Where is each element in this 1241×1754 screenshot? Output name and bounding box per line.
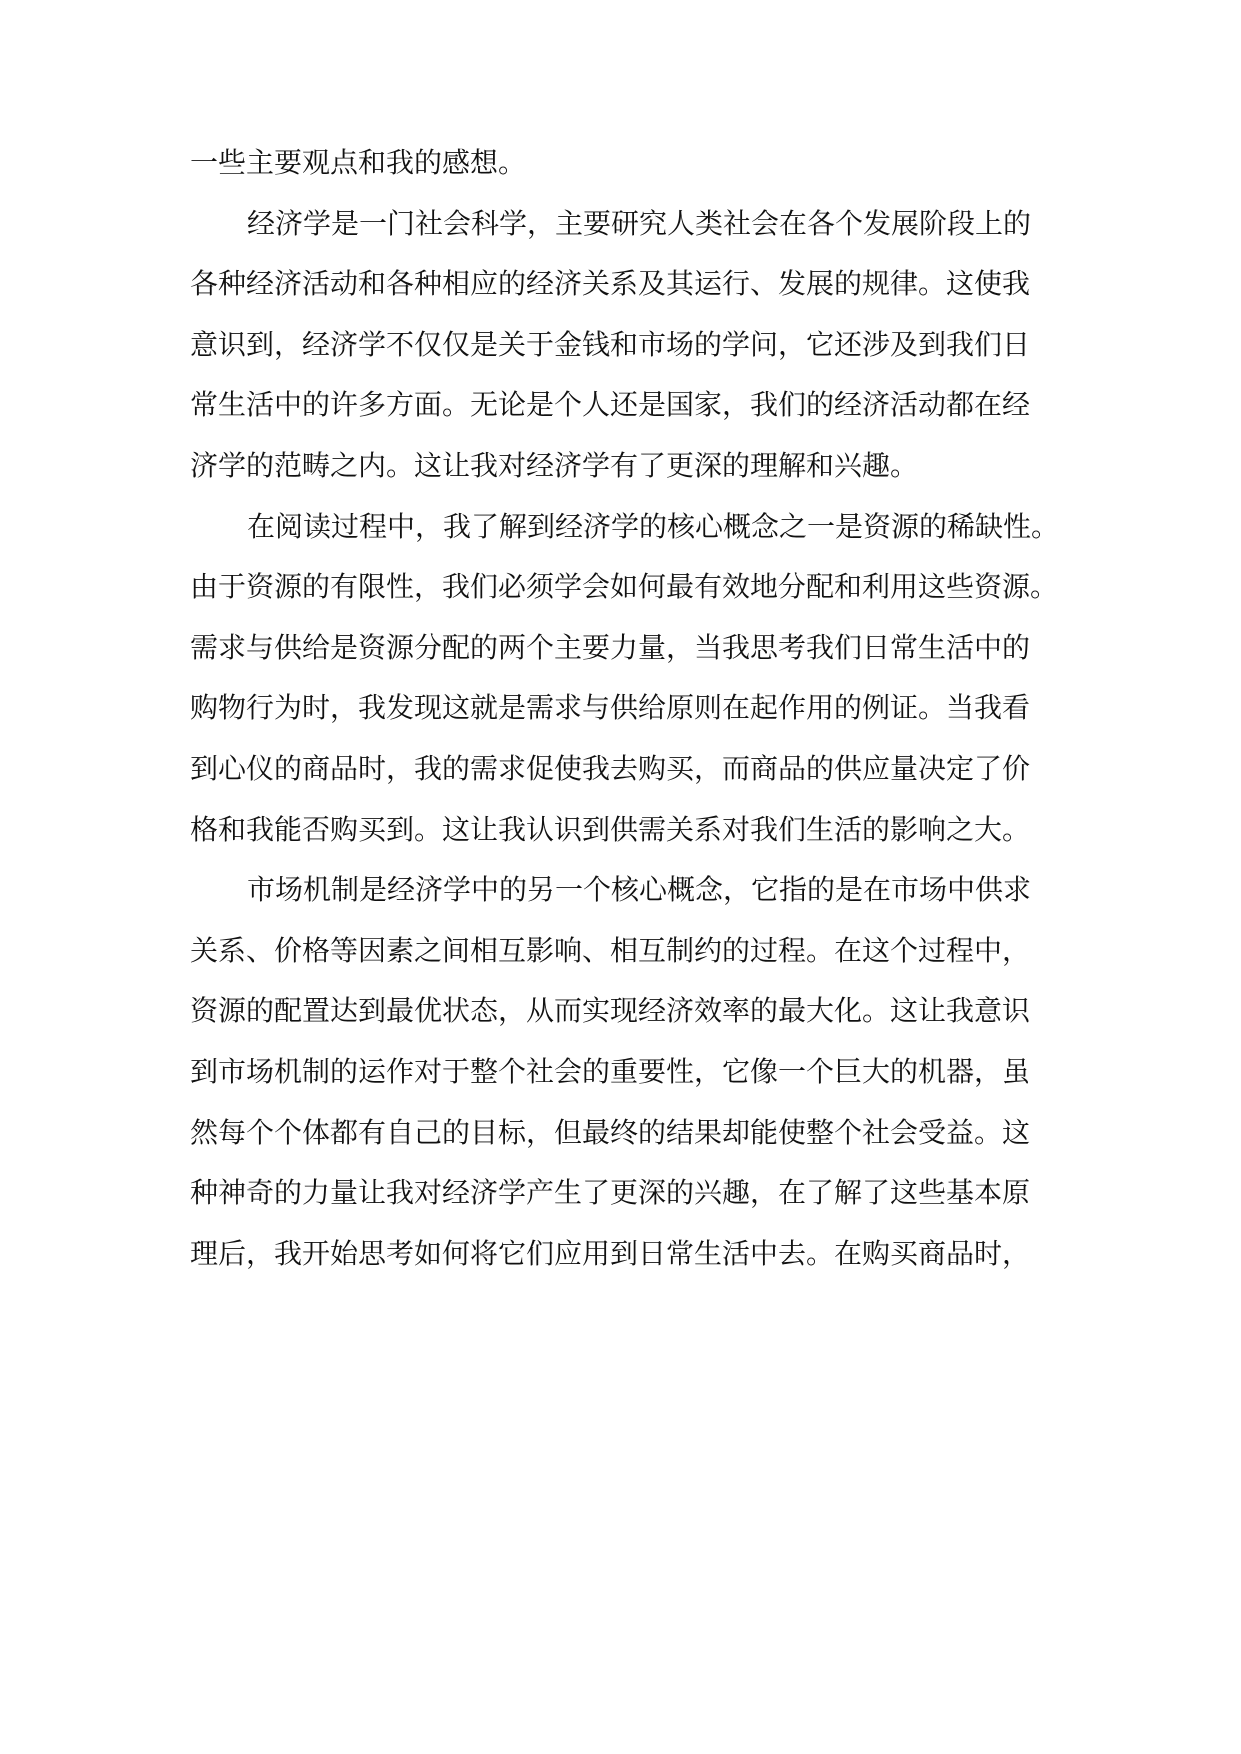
text-line: 一些主要观点和我的感想。 xyxy=(190,146,527,179)
text-line: 需求与供给是资源分配的两个主要力量，当我思考我们日常生活中的 xyxy=(190,630,1031,664)
paragraph-first-line: 经济学是一门社会科学，主要研究人类社会在各个发展阶段上的 xyxy=(247,206,1032,240)
text-line: 种神奇的力量让我对经济学产生了更深的兴趣，在了解了这些基本原 xyxy=(190,1176,1031,1210)
text-line: 理后，我开始思考如何将它们应用到日常生活中去。在购买商品时， xyxy=(190,1236,1031,1270)
text-line: 格和我能否购买到。这让我认识到供需关系对我们生活的影响之大。 xyxy=(190,812,1031,846)
paragraph-first-line: 在阅读过程中，我了解到经济学的核心概念之一是资源的稀缺性。 xyxy=(247,509,1060,543)
text-line: 到心仪的商品时，我的需求促使我去购买，而商品的供应量决定了价 xyxy=(190,751,1031,785)
text-line: 购物行为时，我发现这就是需求与供给原则在起作用的例证。当我看 xyxy=(190,691,1031,725)
text-line: 意识到，经济学不仅仅是关于金钱和市场的学问，它还涉及到我们日 xyxy=(190,327,1031,361)
text-line: 济学的范畴之内。这让我对经济学有了更深的理解和兴趣。 xyxy=(190,448,919,482)
text-line: 常生活中的许多方面。无论是个人还是国家，我们的经济活动都在经 xyxy=(190,388,1031,422)
document-body xyxy=(190,133,1060,1284)
text-line: 关系、价格等因素之间相互影响、相互制约的过程。在这个过程中， xyxy=(190,933,1031,967)
text-line: 到市场机制的运作对于整个社会的重要性，它像一个巨大的机器，虽 xyxy=(190,1054,1031,1088)
text-line: 由于资源的有限性，我们必须学会如何最有效地分配和利用这些资源。 xyxy=(190,570,1059,604)
text-line: 然每个个体都有自己的目标，但最终的结果却能使整个社会受益。这 xyxy=(190,1115,1031,1149)
text-line: 各种经济活动和各种相应的经济关系及其运行、发展的规律。这使我 xyxy=(190,267,1031,301)
paragraph-first-line: 市场机制是经济学中的另一个核心概念，它指的是在市场中供求 xyxy=(247,873,1032,907)
text-line: 资源的配置达到最优状态，从而实现经济效率的最大化。这让我意识 xyxy=(190,994,1031,1028)
